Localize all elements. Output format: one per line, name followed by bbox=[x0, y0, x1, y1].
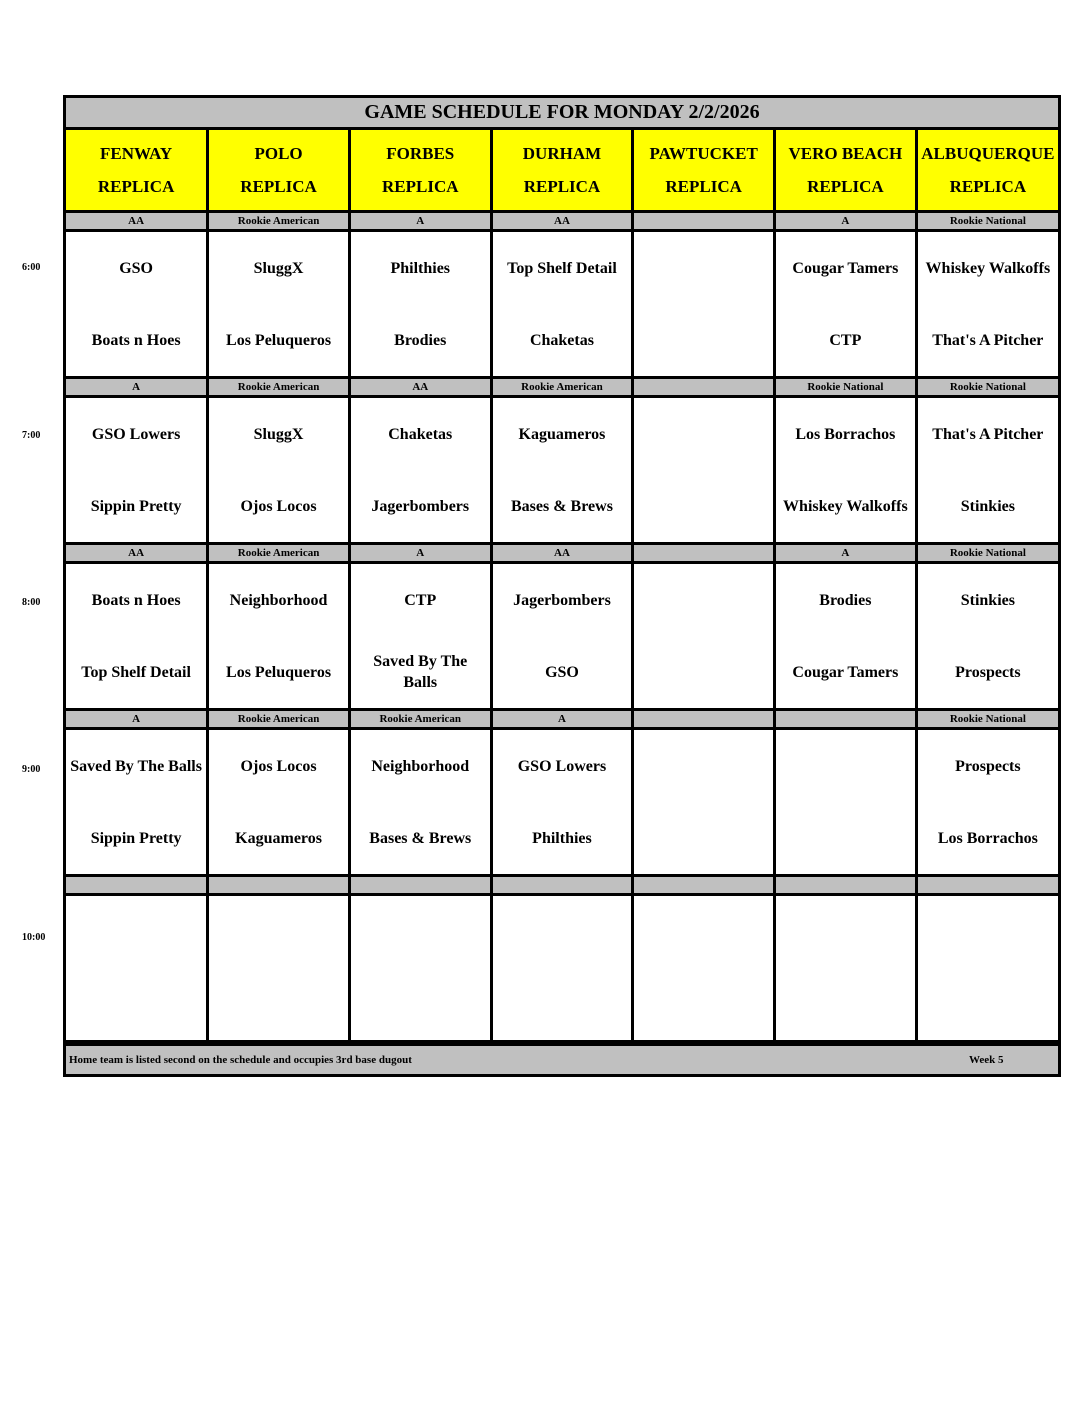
division-row bbox=[66, 876, 1058, 895]
division-label bbox=[349, 876, 491, 895]
away-team: Philthies bbox=[390, 259, 451, 277]
time-column bbox=[0, 0, 64, 1100]
game-cell bbox=[349, 729, 491, 876]
away-team bbox=[776, 730, 915, 802]
division-label bbox=[633, 378, 775, 397]
division-row bbox=[66, 544, 1058, 563]
division-label: Rookie American bbox=[208, 212, 350, 231]
away-team bbox=[634, 896, 773, 968]
home-team bbox=[634, 802, 773, 874]
division-label: A bbox=[491, 710, 633, 729]
away-team: Saved By The Balls bbox=[70, 757, 202, 775]
away-team: GSO bbox=[119, 259, 153, 277]
home-team: Whiskey Walkoffs bbox=[783, 497, 908, 515]
game-cell bbox=[208, 397, 350, 544]
home-team: Stinkies bbox=[960, 497, 1015, 515]
home-team: Los Peluqueros bbox=[226, 663, 332, 681]
game-cell bbox=[491, 729, 633, 876]
division-label: Rookie American bbox=[349, 710, 491, 729]
field-header bbox=[349, 130, 491, 212]
away-team: Ojos Locos bbox=[240, 757, 317, 775]
game-row bbox=[66, 563, 1058, 710]
home-team: Los Borrachos bbox=[937, 829, 1038, 847]
field-name: VERO BEACH bbox=[788, 144, 903, 163]
away-team: Cougar Tamers bbox=[792, 259, 899, 277]
game-cell bbox=[633, 231, 775, 378]
away-team: That's A Pitcher bbox=[932, 425, 1044, 443]
page-title: GAME SCHEDULE FOR MONDAY 2/2/2026 bbox=[66, 98, 1058, 130]
away-team: SluggX bbox=[253, 259, 304, 277]
game-cell bbox=[633, 397, 775, 544]
home-team: Philthies bbox=[532, 829, 592, 847]
game-cell bbox=[916, 397, 1058, 544]
game-cell bbox=[633, 895, 775, 1042]
division-label: Rookie National bbox=[916, 212, 1058, 231]
division-label bbox=[208, 876, 350, 895]
field-header bbox=[916, 130, 1058, 212]
division-row bbox=[66, 378, 1058, 397]
home-team bbox=[66, 968, 206, 1040]
away-team: Los Borrachos bbox=[795, 425, 896, 443]
division-label: AA bbox=[491, 544, 633, 563]
home-team: Sippin Pretty bbox=[90, 497, 182, 515]
home-team: Ojos Locos bbox=[240, 497, 317, 515]
game-cell bbox=[916, 231, 1058, 378]
game-cell bbox=[349, 563, 491, 710]
division-label: Rookie American bbox=[491, 378, 633, 397]
home-team bbox=[776, 802, 915, 874]
home-team: Top Shelf Detail bbox=[81, 663, 191, 681]
field-header bbox=[775, 130, 917, 212]
away-team bbox=[351, 896, 490, 968]
time-label: 8:00 bbox=[22, 597, 41, 608]
home-team: Kaguameros bbox=[235, 829, 322, 847]
away-team: Brodies bbox=[819, 591, 872, 609]
home-team bbox=[634, 304, 773, 376]
away-team bbox=[918, 896, 1058, 968]
game-cell bbox=[208, 895, 350, 1042]
away-team: Top Shelf Detail bbox=[507, 259, 617, 277]
game-cell bbox=[633, 563, 775, 710]
home-team: Sippin Pretty bbox=[90, 829, 182, 847]
away-team: Prospects bbox=[955, 757, 1021, 775]
game-row bbox=[66, 397, 1058, 544]
division-label: A bbox=[349, 544, 491, 563]
away-team: GSO Lowers bbox=[517, 757, 607, 775]
division-label: AA bbox=[66, 212, 208, 231]
game-cell bbox=[775, 729, 917, 876]
game-cell bbox=[775, 563, 917, 710]
home-team: Jagerbombers bbox=[371, 497, 470, 515]
home-team: That's A Pitcher bbox=[932, 331, 1044, 349]
division-label bbox=[633, 544, 775, 563]
division-label: A bbox=[66, 378, 208, 397]
game-cell bbox=[349, 397, 491, 544]
division-label: Rookie National bbox=[916, 544, 1058, 563]
game-row bbox=[66, 895, 1058, 1042]
division-label: AA bbox=[66, 544, 208, 563]
home-team bbox=[918, 968, 1058, 1040]
division-label: A bbox=[775, 544, 917, 563]
away-team bbox=[634, 398, 773, 470]
schedule-sheet bbox=[63, 95, 1061, 1077]
division-label: A bbox=[66, 710, 208, 729]
away-team: CTP bbox=[404, 591, 437, 609]
field-subtitle: REPLICA bbox=[807, 177, 884, 196]
game-cell bbox=[916, 729, 1058, 876]
game-cell bbox=[491, 397, 633, 544]
division-label: A bbox=[775, 212, 917, 231]
game-cell bbox=[349, 895, 491, 1042]
division-label bbox=[633, 710, 775, 729]
game-cell bbox=[208, 729, 350, 876]
game-cell bbox=[916, 563, 1058, 710]
home-team: CTP bbox=[829, 331, 862, 349]
home-team bbox=[351, 968, 490, 1040]
field-header bbox=[66, 130, 208, 212]
field-name: FORBES bbox=[386, 144, 455, 163]
game-cell bbox=[775, 231, 917, 378]
home-team: Cougar Tamers bbox=[792, 663, 899, 681]
time-label: 9:00 bbox=[22, 764, 41, 775]
game-row bbox=[66, 231, 1058, 378]
time-label: 10:00 bbox=[22, 932, 46, 943]
home-team: Los Peluqueros bbox=[226, 331, 332, 349]
division-label: Rookie National bbox=[916, 378, 1058, 397]
division-label bbox=[66, 876, 208, 895]
game-cell bbox=[208, 231, 350, 378]
game-row bbox=[66, 729, 1058, 876]
field-subtitle: REPLICA bbox=[97, 177, 175, 196]
field-name: FENWAY bbox=[100, 144, 173, 163]
away-team bbox=[493, 896, 632, 968]
field-name: DURHAM bbox=[522, 144, 602, 163]
home-team: Brodies bbox=[394, 331, 447, 349]
footer-bar bbox=[66, 1043, 1058, 1074]
field-name: POLO bbox=[254, 144, 303, 163]
field-subtitle: REPLICA bbox=[949, 177, 1027, 196]
game-cell bbox=[491, 895, 633, 1042]
game-cell bbox=[775, 895, 917, 1042]
away-team: SluggX bbox=[253, 425, 304, 443]
away-team: Neighborhood bbox=[229, 591, 328, 609]
division-label: Rookie National bbox=[916, 710, 1058, 729]
away-team bbox=[776, 896, 915, 968]
division-label bbox=[633, 876, 775, 895]
game-cell bbox=[66, 895, 208, 1042]
field-name: ALBUQUERQUE bbox=[921, 144, 1055, 163]
away-team bbox=[634, 232, 773, 304]
home-team: GSO bbox=[545, 663, 579, 681]
division-label bbox=[775, 876, 917, 895]
division-label bbox=[916, 876, 1058, 895]
game-cell bbox=[66, 397, 208, 544]
away-team: Boats n Hoes bbox=[91, 591, 181, 609]
field-header bbox=[491, 130, 633, 212]
footer-note: Home team is listed second on the schedule and occupies 3rd base dugout bbox=[69, 1054, 412, 1066]
home-team bbox=[634, 968, 773, 1040]
home-team: Chaketas bbox=[529, 331, 594, 349]
field-subtitle: REPLICA bbox=[665, 177, 742, 196]
game-cell bbox=[208, 563, 350, 710]
home-team: Bases & Brews bbox=[511, 497, 613, 515]
week-label: Week 5 bbox=[969, 1054, 1004, 1066]
game-cell bbox=[349, 231, 491, 378]
away-team: Chaketas bbox=[388, 425, 453, 443]
home-team bbox=[209, 968, 348, 1040]
schedule-table bbox=[66, 130, 1058, 1043]
game-cell bbox=[491, 231, 633, 378]
field-header-row bbox=[66, 130, 1058, 212]
game-cell bbox=[66, 563, 208, 710]
time-label: 6:00 bbox=[22, 262, 41, 273]
away-team: Kaguameros bbox=[518, 425, 606, 443]
game-cell bbox=[916, 895, 1058, 1042]
game-cell bbox=[633, 729, 775, 876]
away-team bbox=[634, 564, 773, 636]
home-team bbox=[634, 470, 773, 542]
home-team bbox=[776, 968, 915, 1040]
away-team: Whiskey Walkoffs bbox=[925, 259, 1051, 277]
away-team: Stinkies bbox=[960, 591, 1015, 609]
division-label: AA bbox=[491, 212, 633, 231]
game-cell bbox=[491, 563, 633, 710]
game-cell bbox=[775, 397, 917, 544]
away-team: Neighborhood bbox=[371, 757, 470, 775]
field-name: PAWTUCKET bbox=[649, 144, 758, 163]
home-team bbox=[493, 968, 632, 1040]
field-subtitle: REPLICA bbox=[240, 177, 317, 196]
field-subtitle: REPLICA bbox=[523, 177, 601, 196]
division-label bbox=[633, 212, 775, 231]
division-row bbox=[66, 710, 1058, 729]
home-team: Saved By The Balls bbox=[373, 653, 468, 691]
field-subtitle: REPLICA bbox=[382, 177, 459, 196]
division-row bbox=[66, 212, 1058, 231]
away-team bbox=[66, 896, 206, 968]
home-team: Bases & Brews bbox=[369, 829, 472, 847]
away-team bbox=[209, 896, 348, 968]
division-label: Rookie American bbox=[208, 378, 350, 397]
home-team: Prospects bbox=[955, 663, 1021, 681]
division-label: Rookie National bbox=[775, 378, 917, 397]
field-header bbox=[633, 130, 775, 212]
away-team: GSO Lowers bbox=[91, 425, 181, 443]
division-label: Rookie American bbox=[208, 544, 350, 563]
division-label bbox=[491, 876, 633, 895]
game-cell bbox=[66, 231, 208, 378]
division-label: AA bbox=[349, 378, 491, 397]
division-label: Rookie American bbox=[208, 710, 350, 729]
away-team: Jagerbombers bbox=[513, 591, 611, 609]
division-label: A bbox=[349, 212, 491, 231]
field-header bbox=[208, 130, 350, 212]
home-team: Boats n Hoes bbox=[91, 331, 181, 349]
away-team bbox=[634, 730, 773, 802]
home-team bbox=[634, 636, 773, 708]
game-cell bbox=[66, 729, 208, 876]
division-label bbox=[775, 710, 917, 729]
time-label: 7:00 bbox=[22, 430, 41, 441]
